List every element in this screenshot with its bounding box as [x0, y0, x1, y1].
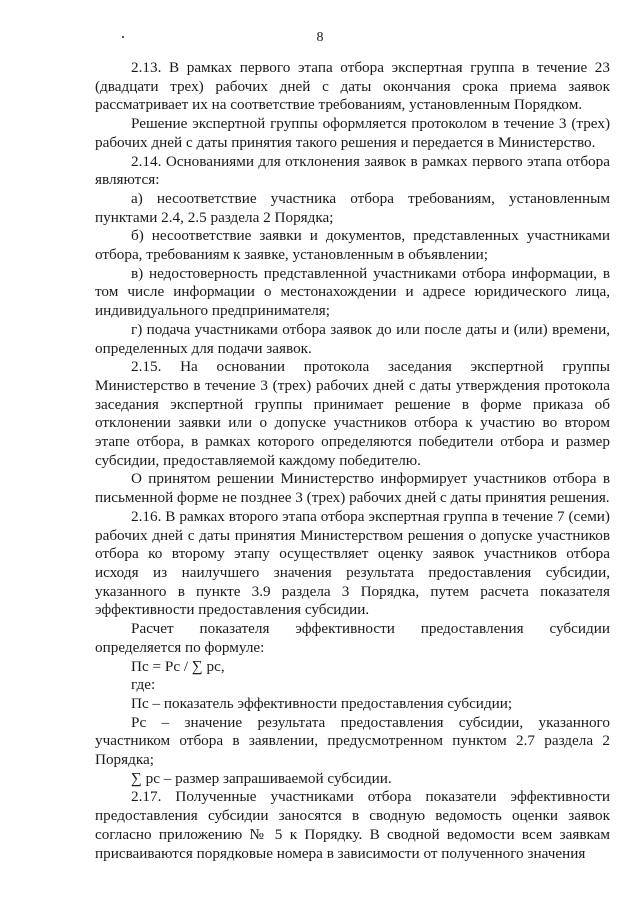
formula-def-sum: ∑ рс – размер запрашиваемой субсидии.	[131, 769, 392, 787]
paragraph-2-17: 2.17. Полученные участниками отбора показатели эффективности предоставления субсидии заносятся в сводную ведомость оценки заявок согласно приложению № 5 к Порядку. В сводной ведомости всем заявкам присваиваются порядковые номера в зависимости от полученного значения	[95, 788, 610, 862]
paragraph-2-14: 2.14. Основаниями для отклонения заявок в рамках первого этапа отбора являются:	[95, 152, 610, 189]
formula-where: где:	[131, 676, 156, 694]
paragraph-2-16: 2.16. В рамках второго этапа отбора экспертная группа в течение 7 (семи) рабочих дней с даты принятия Министерством решения о допуске участников отбора ко второму этапу осуществляет оценку заявок участников отбора исходя из наилучшего значения результата предоставления субсидии, указанного в пункте 3.9 раздела 3 Порядка, путем расчета показателя эффективности предоставления субсидии.	[95, 507, 610, 619]
list-item-a: а) несоответствие участника отбора требованиям, установленным пунктами 2.4, 2.5 раздела 2 Порядка;	[95, 189, 610, 226]
paragraph-2-15: 2.15. На основании протокола заседания экспертной группы Министерство в течение 3 (трех) рабочих дней с даты утверждения протокола заседания экспертной группы принимает решение в форме приказа об отклонении заявки или о допуске участников отбора к участию во втором этапе отбора, в рамках которого определяются победители отбора и размер субсидии, предоставляемой каждому победителю.	[95, 358, 610, 469]
list-item-b: б) несоответствие заявки и документов, представленных участниками отбора, требованиям к заявке, установленным в объявлении;	[95, 227, 610, 264]
document-body	[95, 59, 610, 863]
paragraph-notification: О принятом решении Министерство информирует участников отбора в письменной форме не позднее 3 (трех) рабочих дней с даты принятия решения.	[95, 470, 610, 507]
paragraph-protocol: Решение экспертной группы оформляется протоколом в течение 3 (трех) рабочих дней с даты принятия такого решения и передается в Министерство.	[95, 115, 610, 151]
page-number: 8	[316, 30, 324, 45]
formula: Пс = Рс / ∑ рс,	[131, 657, 225, 675]
paragraph-formula-intro: Расчет показателя эффективности предоставления субсидии определяется по формуле:	[95, 620, 610, 656]
list-item-g: г) подача участниками отбора заявок до или после даты и (или) времени, определенных для подачи заявок.	[95, 320, 610, 357]
paragraph-2-13: 2.13. В рамках первого этапа отбора экспертная группа в течение 23 (двадцати трех) рабочих дней с даты окончания срока приема заявок рассматривает их на соответствие требованиям, установленным Порядком.	[95, 59, 610, 114]
formula-def-pc: Пс – показатель эффективности предоставления субсидии;	[131, 694, 513, 712]
list-item-v: в) недостоверность представленной участниками отбора информации, в том числе информации о местонахождении и адресе юридического лица, индивидуального предпринимателя;	[95, 264, 610, 320]
formula-def-rc: Рс – значение результата предоставления субсидии, указанного участником отбора в заявлении, предусмотренном пунктом 2.7 раздела 2 Порядка;	[95, 713, 610, 769]
